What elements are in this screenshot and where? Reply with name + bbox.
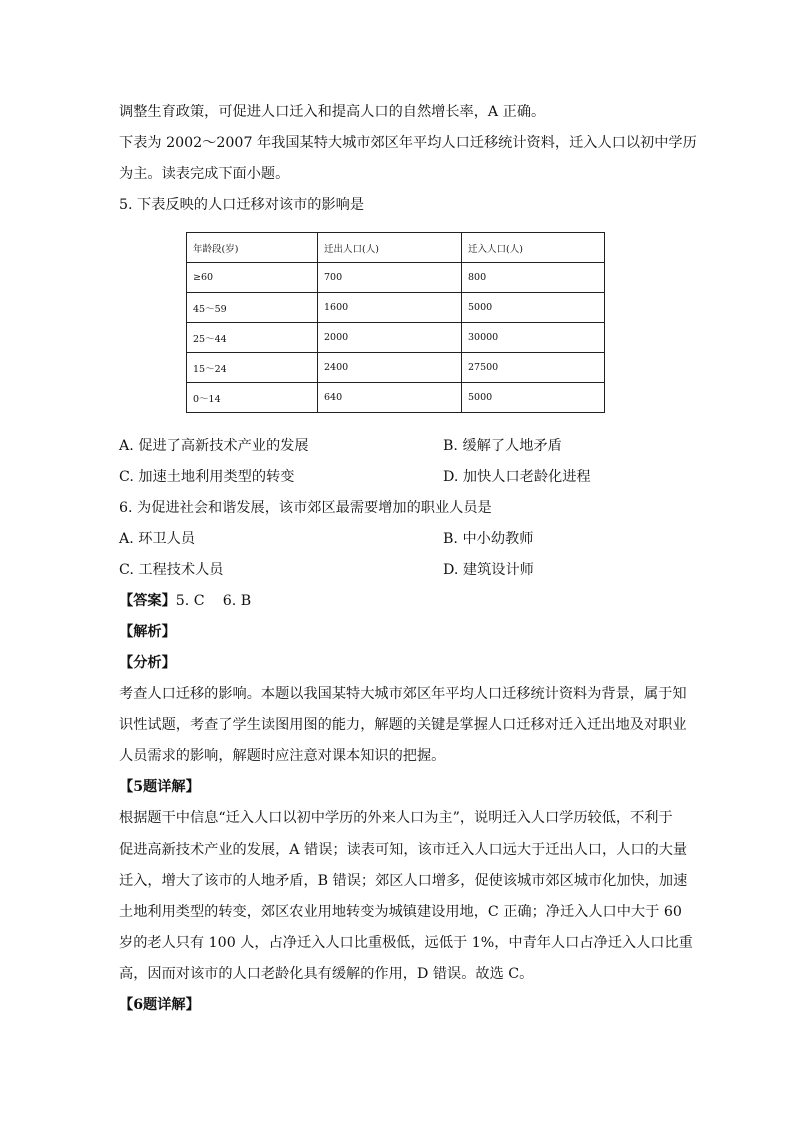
q5-option-a: A. 促进了高新技术产业的发展: [119, 438, 309, 454]
migration-table: [186, 232, 605, 413]
detail5-line: 根据题干中信息“迁入人口以初中学历的外来人口为主”，说明迁入人口学历较低，不利于: [119, 810, 673, 826]
table-row: [187, 323, 605, 353]
table-header-row: [187, 233, 605, 263]
answer-label: 【答案】: [119, 593, 176, 609]
analysis-line: 考查人口迁移的影响。本题以我国某特大城市郊区年平均人口迁移统计资料为背景，属于知: [119, 686, 687, 702]
table-cell: 5000: [462, 293, 605, 323]
table-header-cell: 迁入人口(人): [462, 233, 605, 263]
heading-fenxi: 【分析】: [119, 655, 176, 671]
table-row: [187, 263, 605, 293]
table-cell: ≥60: [187, 263, 318, 293]
table-cell: 15～24: [187, 353, 318, 383]
intro-line: 为主。读表完成下面小题。: [119, 166, 290, 182]
analysis-line: 人员需求的影响，解题时应注意对课本知识的把握。: [119, 748, 446, 764]
table-row: [187, 293, 605, 323]
table-cell: 0～14: [187, 383, 318, 413]
answer-line: [119, 591, 251, 611]
detail5-line: 岁的老人只有 100 人，占净迁入人口比重极低，远低于 1%，中青年人口占净迁入人口比重: [119, 935, 693, 951]
q6-option-d: D. 建筑设计师: [443, 562, 534, 578]
q5-option-d: D. 加快人口老龄化进程: [443, 469, 591, 485]
analysis-line: 识性试题，考查了学生读图用图的能力，解题的关键是掌握人口迁移对迁入迁出地及对职业: [119, 717, 687, 733]
intro-line: 下表为 2002～2007 年我国某特大城市郊区年平均人口迁移统计资料，迁入人口以初中学历: [119, 135, 697, 151]
answer-value: 5. C 6. B: [175, 593, 252, 609]
table-row: [187, 383, 605, 413]
table-cell: 5000: [462, 383, 605, 413]
q5-option-c: C. 加速土地利用类型的转变: [119, 469, 295, 485]
table-cell: 2000: [318, 323, 462, 353]
q6-option-c: C. 工程技术人员: [119, 562, 224, 578]
table-row: [187, 353, 605, 383]
heading-jiexi: 【解析】: [119, 624, 176, 640]
table-cell: 1600: [318, 293, 462, 323]
detail5-line: 促进高新技术产业的发展，A 错误；读表可知，该市迁入人口远大于迁出人口，人口的大量: [119, 842, 688, 858]
question-6-stem: 6. 为促进社会和谐发展，该市郊区最需要增加的职业人员是: [119, 500, 492, 516]
detail5-line: 高，因而对该市的人口老龄化具有缓解的作用，D 错误。故选 C。: [119, 966, 534, 982]
q6-option-b: B. 中小幼教师: [443, 531, 534, 547]
table-cell: 45～59: [187, 293, 318, 323]
table-cell: 2400: [318, 353, 462, 383]
table-cell: 640: [318, 383, 462, 413]
detail5-line: 迁入，增大了该市的人地矛盾，B 错误；郊区人口增多，促使该城市郊区城市化加快，加速: [119, 873, 688, 889]
table-cell: 30000: [462, 323, 605, 353]
question-5-stem: 5. 下表反映的人口迁移对该市的影响是: [119, 197, 365, 213]
detail5-line: 土地利用类型的转变，郊区农业用地转变为城镇建设用地，C 正确；净迁入人口中大于 60: [119, 904, 682, 920]
table-cell: 27500: [462, 353, 605, 383]
q5-option-b: B. 缓解了人地矛盾: [443, 438, 562, 454]
intro-line: 调整生育政策，可促进人口迁入和提高人口的自然增长率，A 正确。: [119, 104, 546, 120]
table-cell: 700: [318, 263, 462, 293]
heading-detail-5: 【5题详解】: [119, 779, 200, 795]
table-header-cell: 年龄段(岁): [187, 233, 318, 263]
q6-option-a: A. 环卫人员: [119, 531, 196, 547]
table-cell: 25～44: [187, 323, 318, 353]
heading-detail-6: 【6题详解】: [119, 997, 200, 1013]
table-header-cell: 迁出人口(人): [318, 233, 462, 263]
table-cell: 800: [462, 263, 605, 293]
